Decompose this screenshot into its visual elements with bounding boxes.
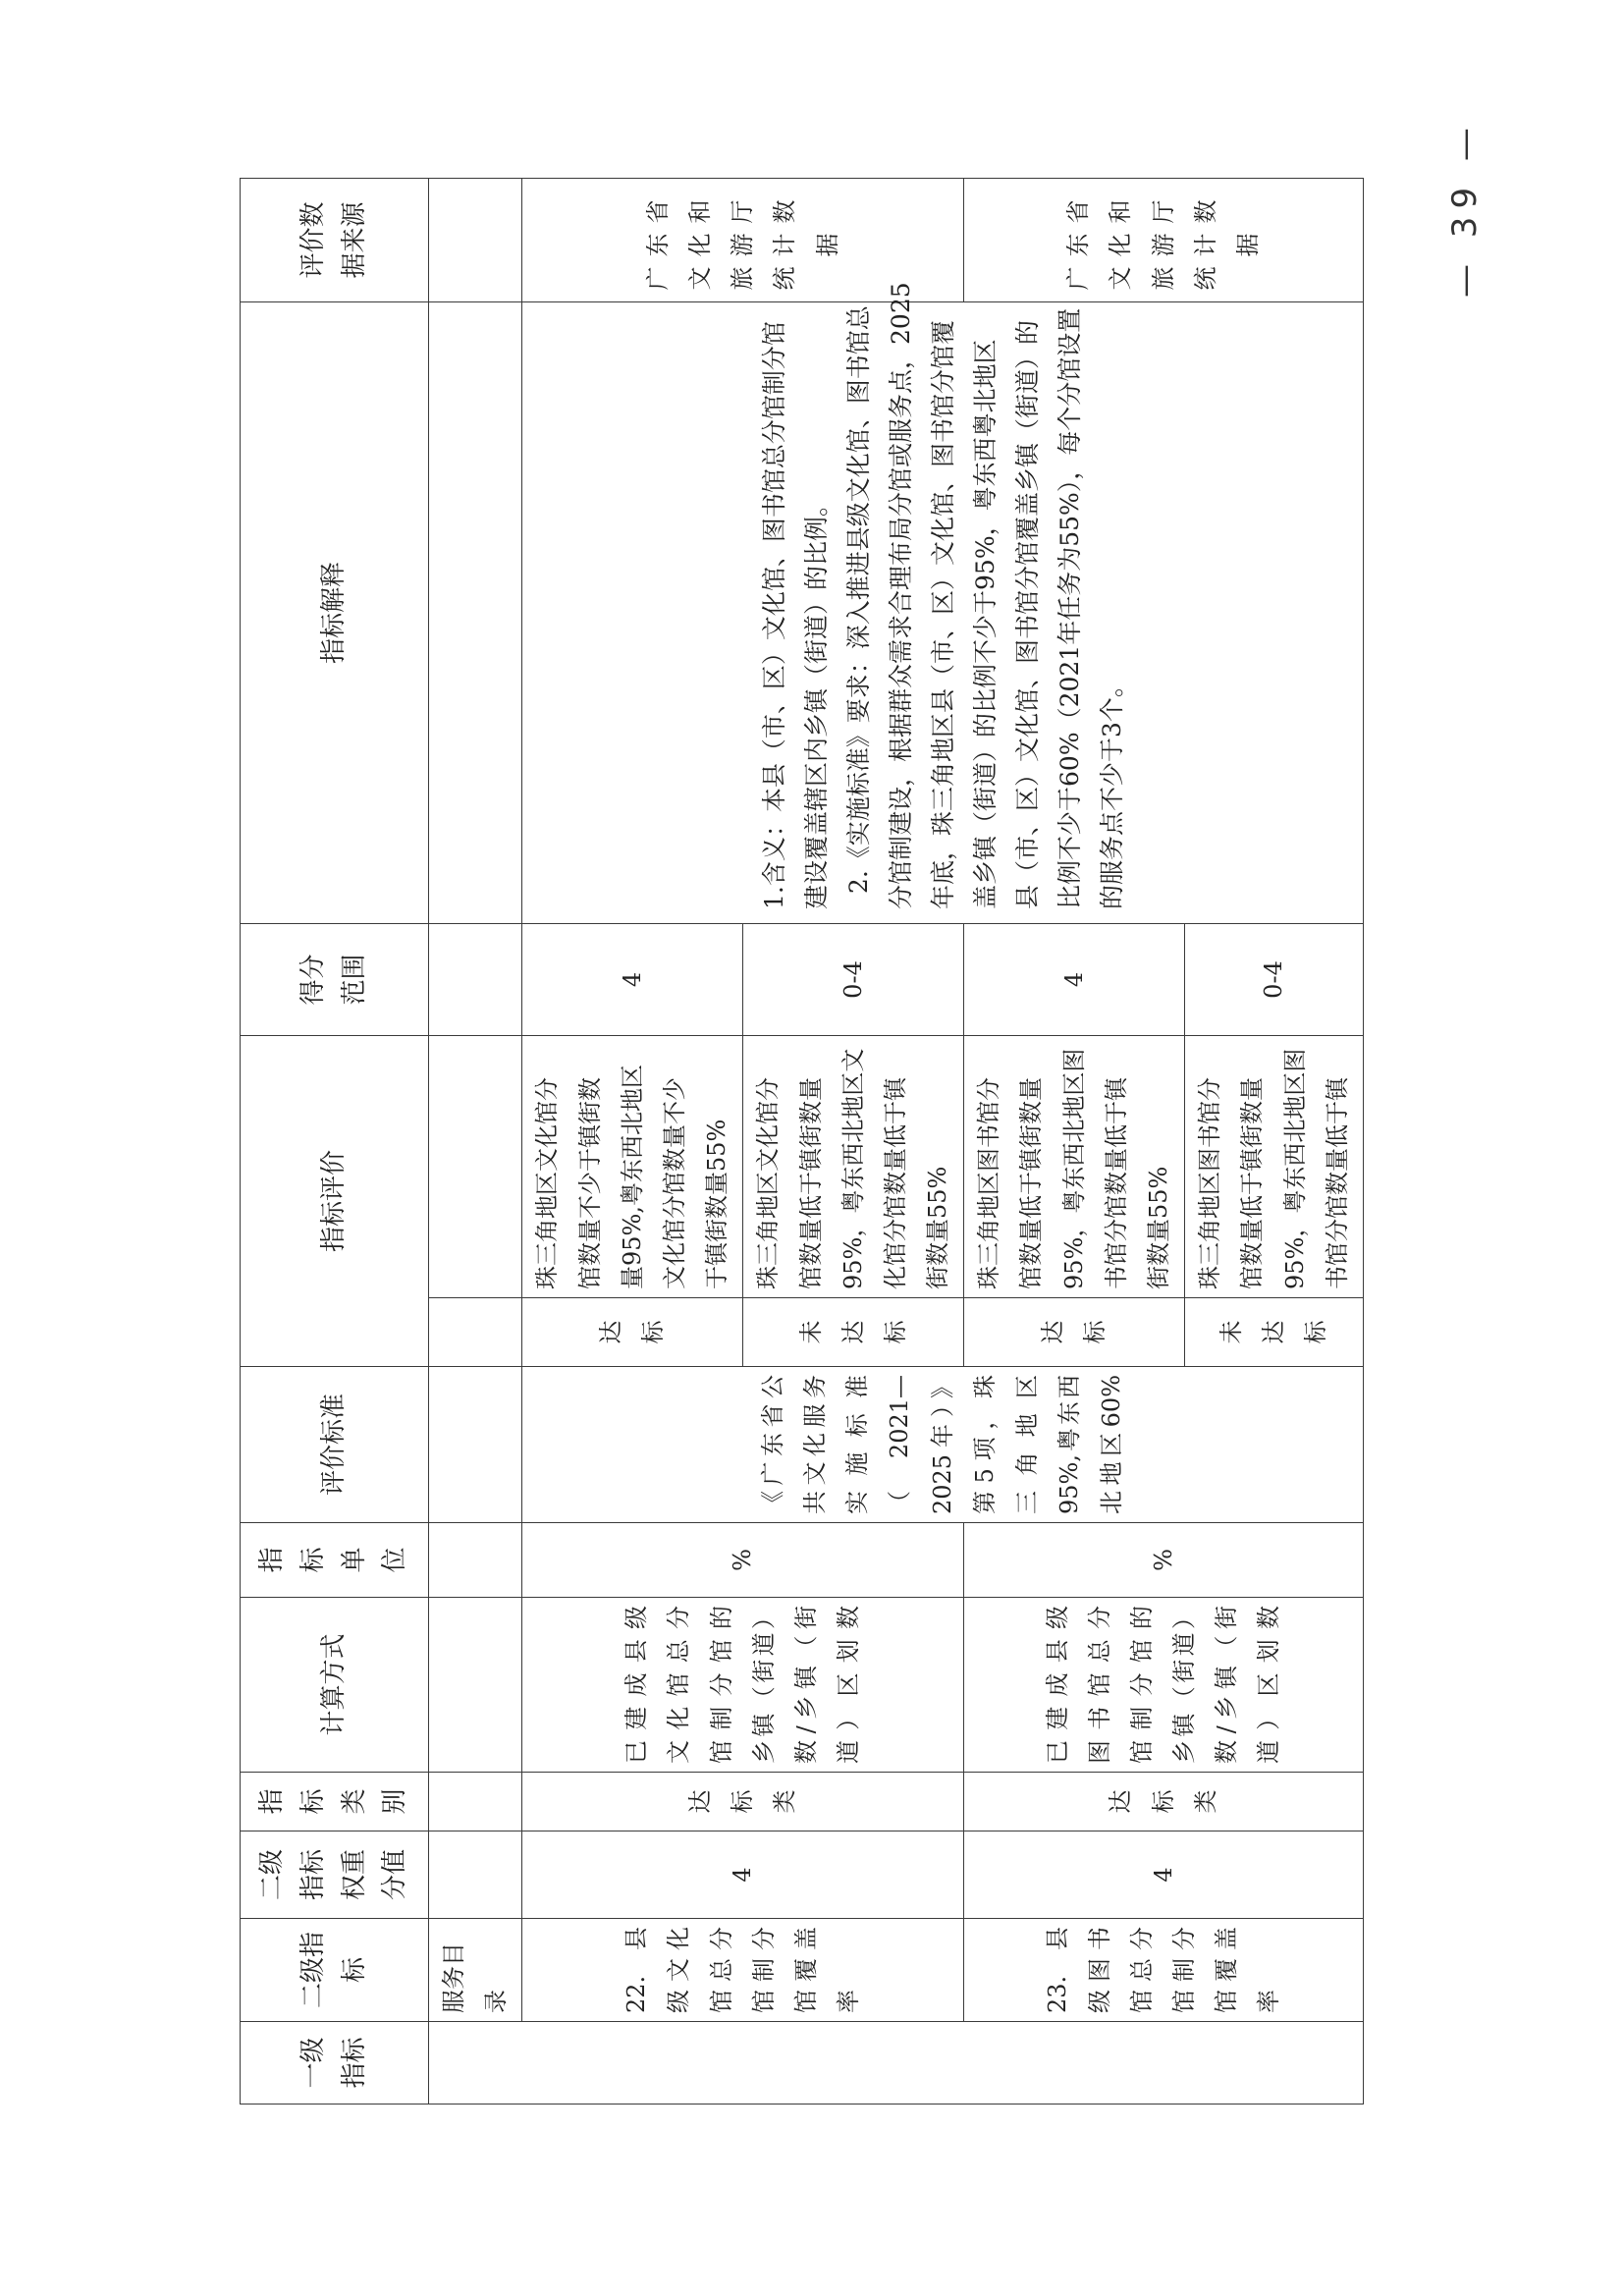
header-level1: 一级 指标 [241, 2022, 429, 2105]
header-source: 评价数 据来源 [241, 178, 429, 301]
header-level2: 二级指 标 [241, 1919, 429, 2022]
eval-22-met: 珠三角地区文化馆分 馆数量不少于镇街数 量95%,粤东西北地区 文化馆分馆数量不少 于镇街数量55% [522, 1035, 743, 1297]
method-22: 已建成县级 文化馆总分 馆制分馆的 乡镇（街道） 数/乡镇（街 道）区划数 [522, 1598, 964, 1773]
eval-23-met: 珠三角地区图书馆分 馆数量低于镇街数量 95%，粤东西北地区图 书馆分馆数量低于镇 街数量55% [964, 1035, 1185, 1297]
rotated-landscape-page [240, 120, 1485, 2105]
empty-cell [429, 301, 522, 923]
header-score: 得分 范围 [241, 923, 429, 1035]
category-23: 达 标 类 [964, 1773, 1364, 1831]
header-evaluation: 指标评价 [241, 1035, 429, 1366]
source-22: 广东省 文化和 旅游厅 统计数 据 [522, 178, 964, 301]
level2-23: 23. 县 级图书 馆总分 馆制分 馆覆盖 率 [964, 1919, 1364, 2022]
score-23-unmet: 0-4 [1185, 923, 1364, 1035]
empty-cell [429, 1773, 522, 1831]
header-method: 计算方式 [241, 1598, 429, 1773]
eval-23-unmet: 珠三角地区图书馆分 馆数量低于镇街数量 95%，粤东西北地区图 书馆分馆数量低于镇 [1185, 1035, 1364, 1297]
header-row [241, 178, 429, 2104]
method-23: 已建成县级 图书馆总分 馆制分馆的 乡镇（街道） 数/乡镇（街 道）区划数 [964, 1598, 1364, 1773]
standard-shared: 《广东省公 共文化服务 实施标准 （2021— 2025年）》 第5项，珠 三角地区 95%,粤东西 北地区60% [522, 1367, 1364, 1523]
indicator-table [240, 178, 1364, 2105]
empty-cell [429, 1831, 522, 1919]
score-22-unmet: 0-4 [743, 923, 964, 1035]
empty-cell [429, 1523, 522, 1598]
header-unit: 指 标 单 位 [241, 1523, 429, 1598]
header-weight: 二级 指标 权重 分值 [241, 1831, 429, 1919]
empty-cell [429, 1035, 522, 1297]
empty-cell [429, 1598, 522, 1773]
explanation-shared: 1.含义：本县（市、区）文化馆、图书馆总分馆制分馆 建设覆盖辖区内乡镇（街道）的比例。 2.《实施标准》要求：深入推进县级文化馆、图书馆总 分馆制建设，根据群众需求合理布局分馆或服务点，2025 年底，珠三角地区县（市、区）文化馆、图书馆分馆覆 盖乡镇（街道）的比例不少于95%，粤东西粤北地区 县（市、区）文化馆、图书馆分馆覆盖乡镇（街道）的 比例不少于60%（2021年任务为55%），每个分馆设置 的服务点不少于3个。 [522, 301, 1364, 923]
unit-22: % [522, 1523, 964, 1598]
unit-23: % [964, 1523, 1364, 1598]
service-catalog-row [429, 178, 522, 2104]
status-23-met: 达 标 [964, 1298, 1185, 1367]
category-22: 达 标 类 [522, 1773, 964, 1831]
service-level2: 服务目 录 [429, 1919, 522, 2022]
header-category: 指 标 类 别 [241, 1773, 429, 1831]
status-22-unmet: 未 达 标 [743, 1298, 964, 1367]
empty-cell [429, 1298, 522, 1367]
page-number: — 39 — [1445, 120, 1485, 298]
score-22-met: 4 [522, 923, 743, 1035]
status-23-unmet: 未 达 标 [1185, 1298, 1364, 1367]
score-23-met: 4 [964, 923, 1185, 1035]
source-23: 广东省 文化和 旅游厅 统计数 据 [964, 178, 1364, 301]
header-standard: 评价标准 [241, 1367, 429, 1523]
empty-cell [429, 178, 522, 301]
header-explanation: 指标解释 [241, 301, 429, 923]
empty-cell [429, 923, 522, 1035]
status-22-met: 达 标 [522, 1298, 743, 1367]
level1-cell [429, 2022, 1364, 2105]
table-row-22 [522, 178, 743, 2104]
eval-22-unmet: 珠三角地区文化馆分 馆数量低于镇街数量 95%，粤东西北地区文 化馆分馆数量低于镇 街数量55% [743, 1035, 964, 1297]
weight-23: 4 [964, 1831, 1364, 1919]
weight-22: 4 [522, 1831, 964, 1919]
level2-22: 22. 县 级文化 馆总分 馆制分 馆覆盖 率 [522, 1919, 964, 2022]
empty-cell [429, 1367, 522, 1523]
